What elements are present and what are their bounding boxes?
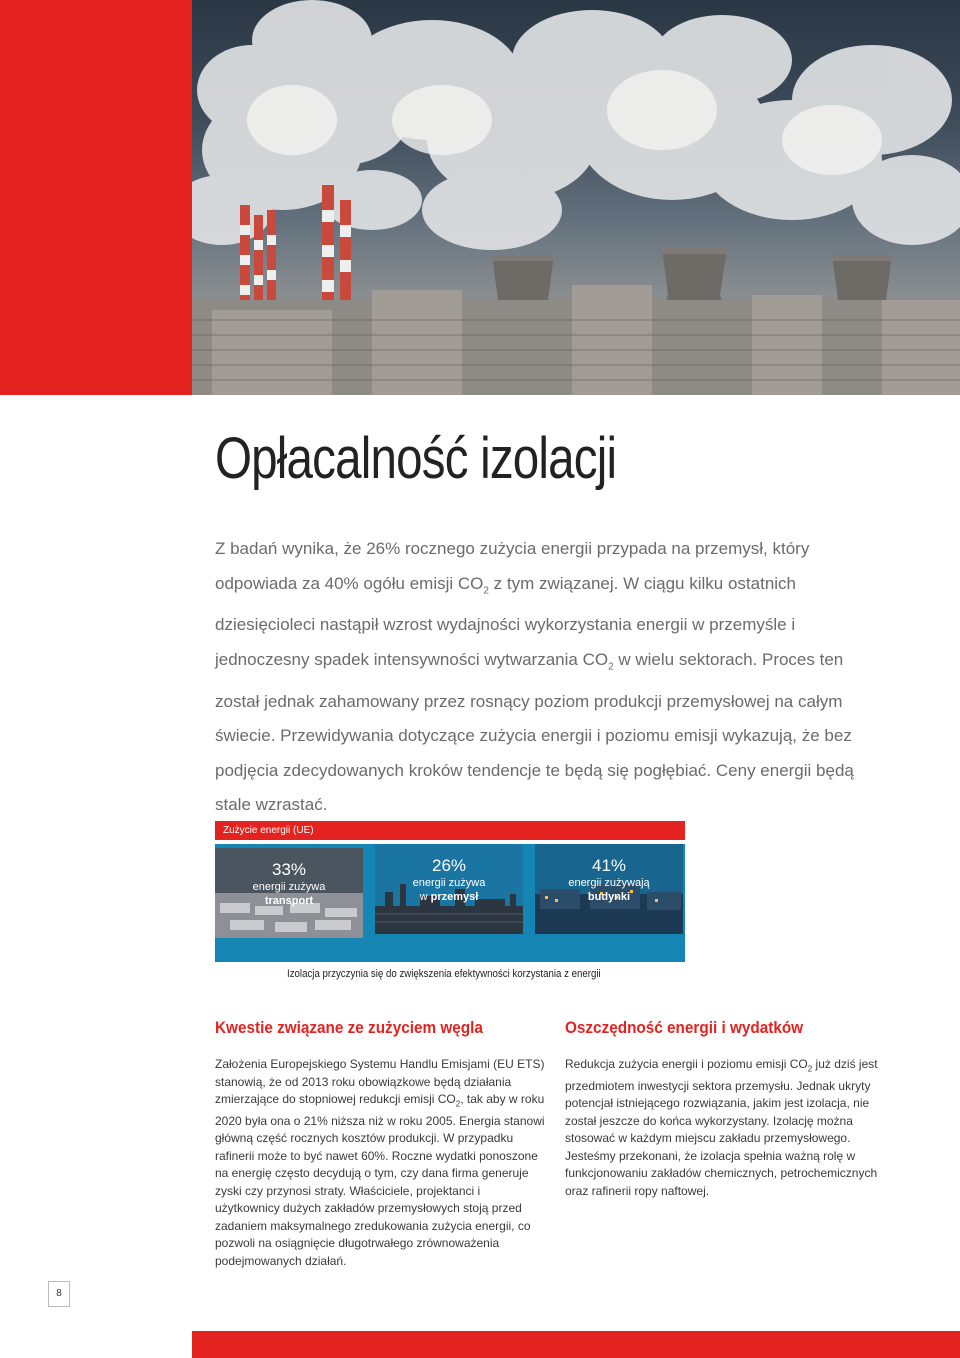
intro-paragraph [215,532,885,823]
left-column-text [215,1056,545,1270]
co2-subscript: 2 [455,1099,461,1109]
infographic-panel [215,844,685,962]
infographic-caption: Izolacja przyczynia się do zwiększenia efektywności korzystania z energii [287,968,601,980]
buildings-percent: 41% [591,856,627,875]
buildings-label: energii zużywają [568,877,650,889]
intro-text-2: z tym związanej. [488,573,624,593]
industry-label: energii zużywa [412,877,486,889]
buildings-card [535,844,683,934]
industry-sector: przemysł [430,891,479,903]
transport-label: energii zużywa [252,881,326,893]
right-text-1: Redukcja zużycia energii i poziomu emisji CO [565,1057,808,1071]
left-text-2: , tak aby w roku 2020 była ona o 21% niższa niż w roku 2005. Energia stanowi główną część rocznych kosztów produkcji. W przypadku rafinerii może to być nawet 60%. Roczne wydatki ponoszone na energię często decydują o tym, czy dana firma generuje zyski czy przynosi straty. Właściciele, projektanci i użytkownicy dużych zakładów przemysłowych stoją przed zadaniem maksymalnego zredukowania zużycia energii, co pozwoli na osiągnięcie długotrwałego zrównoważenia podejmowanych działań. [215,1092,545,1268]
industry-sector-line [375,890,523,904]
hero-photo [192,0,960,395]
left-column-heading: Kwestie związane ze zużyciem węgla [215,1018,483,1037]
co2-subscript: 2 [608,661,614,673]
red-side-band [0,0,192,395]
transport-percent: 33% [271,860,307,879]
industry-card [375,844,523,934]
right-column-text [565,1056,895,1200]
page-number: 8 [48,1281,70,1307]
right-text-2: już dziś jest przedmiotem inwestycji sektora przemysłu. Jednak ukryty potencjał istniejącego rozwiązania, jakim jest izolacja, nie został jeszcze do końca wykorzystany. Izolację można stosować w każdym miejscu zakładu przemysłowego. Jesteśmy przekonani, że izolacja spełnia ważną rolę w funkcjonowaniu zakładów chemicznych, petrochemicznych oraz rafinerii ropy naftowej. [565,1057,878,1198]
transport-sector: transport [264,895,314,907]
bottom-red-band [192,1331,960,1358]
co2-subscript: 2 [483,584,489,596]
page-title: Opłacalność izolacji [215,426,617,491]
buildings-sector: budynki [587,891,631,903]
co2-subscript: 2 [807,1064,813,1074]
intro-text-4: w wielu sektorach. Proces ten został jednak zahamowany przez rosnący poziom produkcji przemysłowej na całym świecie. Przewidywania dotyczące zużycia energii i poziomu emisji wykazują, że bez podjęcia zdecydowanych kroków tendencje te będą się pogłębiać. Ceny energii będą stale wzrastać. [215,649,854,815]
industry-percent: 26% [431,856,467,875]
transport-card [215,848,363,938]
left-text-1: Założenia Europejskiego Systemu Handlu Emisjami (EU ETS) stanowią, że od 2013 roku obowiązkowe będą działania zmierzające do stopniowej redukcji emisji CO [215,1057,545,1106]
right-column-heading: Oszczędność energii i wydatków [565,1018,804,1037]
infographic-header: Zużycie energii (UE) [215,821,685,840]
intro-text-3: W ciągu kilku ostatnich dziesięcioleci nastąpił wzrost wydajności wykorzystania energii w przemyśle i jednoczesny spadek intensywności wytwarzania CO [215,573,796,669]
intro-text-1: Z badań wynika, że 26% rocznego zużycia energii przypada na przemysł, który odpowiada za 40% ogółu emisji CO [215,539,810,593]
industry-prefix: w [419,891,431,903]
